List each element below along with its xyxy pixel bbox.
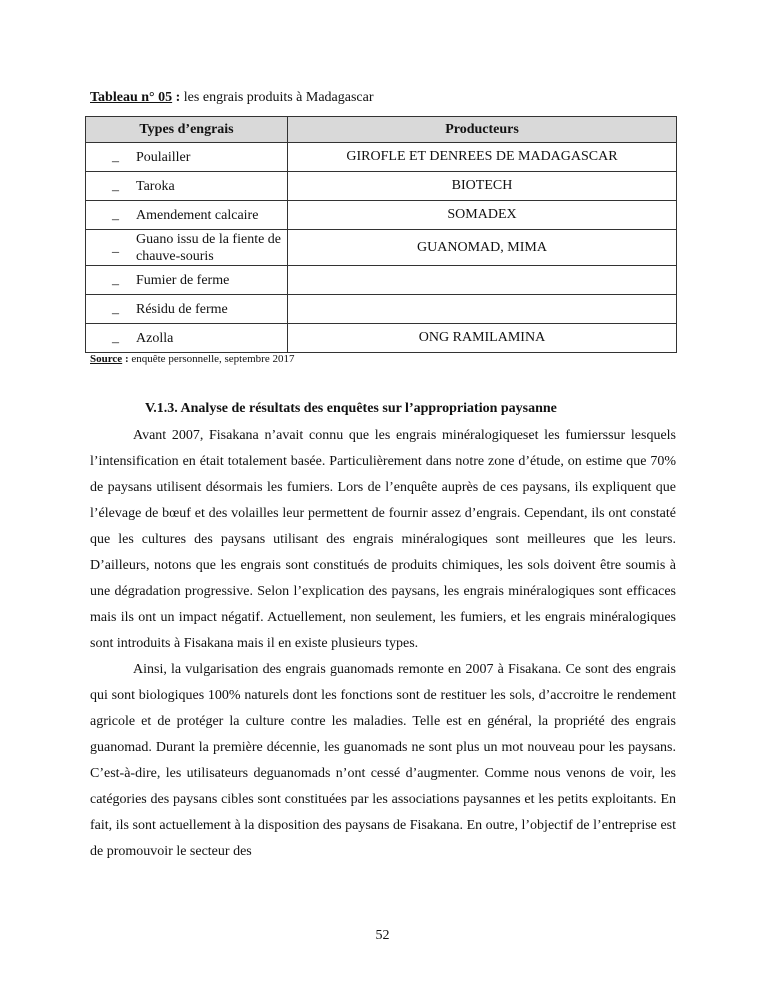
table-row	[86, 230, 677, 266]
paragraph: Ainsi, la vulgarisation des engrais guanomads remonte en 2007 à Fisakana. Ce sont des engrais qui sont biologiques 100% naturels dont les fonctions sont de restituer les sols, d’accroitre le rendement agricole et de protéger la culture contre les maladies. Telle est en général, la propriété des engrais guanomad. Durant la première décennie, les guanomads ne sont plus un mot nouveau pour les paysans. C’est-à-dire, les utilisateurs deguanomads n’ont cessé d’augmenter. Comme nous venons de voir, les catégories des paysans cibles sont constituées par les associations paysannes et les petits exploitants. En fait, ils sont actuellement à la disposition des paysans de Fisakana. En outre, l’objectif de l’entreprise est de promouvoir le secteur des	[90, 662, 676, 859]
type-label: Résidu de ferme	[136, 301, 228, 317]
table-source	[90, 352, 294, 366]
producer-cell: BIOTECH	[288, 172, 677, 201]
producer-cell	[288, 266, 677, 295]
table-row	[86, 143, 677, 172]
source-text: enquête personnelle, septembre 2017	[128, 353, 295, 365]
table-row	[86, 201, 677, 230]
table-row	[86, 324, 677, 353]
type-label: Poulailler	[136, 149, 191, 165]
bullet-mark: _	[112, 149, 119, 165]
type-cell	[86, 172, 288, 201]
table-caption-text: les engrais produits à Madagascar	[180, 90, 374, 105]
table-row	[86, 295, 677, 324]
paragraph: Avant 2007, Fisakana n’avait connu que les engrais minéralogiqueset les fumierssur lesquels l’intensification en était totalement basée. Particulièrement dans notre zone d’étude, on estime que 70% de paysans utilisent désormais les fumiers. Lors de l’enquête auprès de ces paysans, ils expliquent que l’élevage de bœuf et des volailles leur permettent de fournir assez d’engrais. Cependant, ils ont constaté que les cultures des paysans utilisant des engrais minéralogiques sont meilleures que les leurs. D’ailleurs, notons que les engrais sont constitués de produits chimiques, les sols doivent être soumis à une dégradation progressive. Selon l’explication des paysans, les engrais minéralogiques sont efficaces mais ils ont un impact négatif. Actuellement, non seulement, les fumiers, et les engrais minéralogiques sont introduits à Fisakana mais il en existe plusieurs types.	[90, 428, 676, 651]
section-heading: V.1.3. Analyse de résultats des enquêtes sur l’appropriation paysanne	[145, 401, 557, 416]
header-types: Types d’engrais	[86, 117, 288, 143]
type-cell	[86, 143, 288, 172]
producer-cell: ONG RAMILAMINA	[288, 324, 677, 353]
table-caption	[90, 89, 374, 107]
source-colon: :	[122, 353, 129, 365]
bullet-mark: _	[112, 178, 119, 194]
body-text	[90, 423, 676, 865]
type-label: Amendement calcaire	[136, 207, 259, 223]
table-row	[86, 266, 677, 295]
bullet-mark: _	[112, 330, 119, 346]
producer-cell: GIROFLE ET DENREES DE MADAGASCAR	[288, 143, 677, 172]
type-label: Azolla	[136, 330, 174, 346]
table-caption-colon: :	[172, 90, 181, 105]
producer-cell: SOMADEX	[288, 201, 677, 230]
table-header-row	[86, 117, 677, 143]
bullet-mark: _	[112, 207, 119, 223]
type-label: Fumier de ferme	[136, 272, 230, 288]
type-cell	[86, 201, 288, 230]
producer-cell	[288, 295, 677, 324]
page-number: 52	[375, 928, 390, 943]
header-producers: Producteurs	[288, 117, 677, 143]
bullet-mark: _	[112, 301, 119, 317]
type-cell	[86, 295, 288, 324]
type-cell	[86, 266, 288, 295]
type-cell	[86, 230, 288, 266]
table-row	[86, 172, 677, 201]
bullet-mark: _	[112, 272, 119, 288]
type-label: Taroka	[136, 178, 175, 194]
producer-cell: GUANOMAD, MIMA	[288, 230, 677, 266]
source-label: Source	[90, 353, 123, 365]
fertilizer-table	[85, 116, 677, 353]
table-caption-label: Tableau n° 05	[90, 90, 173, 105]
type-label: Guano issu de la fiente de chauve-souris	[136, 231, 282, 264]
bullet-mark: _	[112, 240, 119, 255]
type-cell	[86, 324, 288, 353]
